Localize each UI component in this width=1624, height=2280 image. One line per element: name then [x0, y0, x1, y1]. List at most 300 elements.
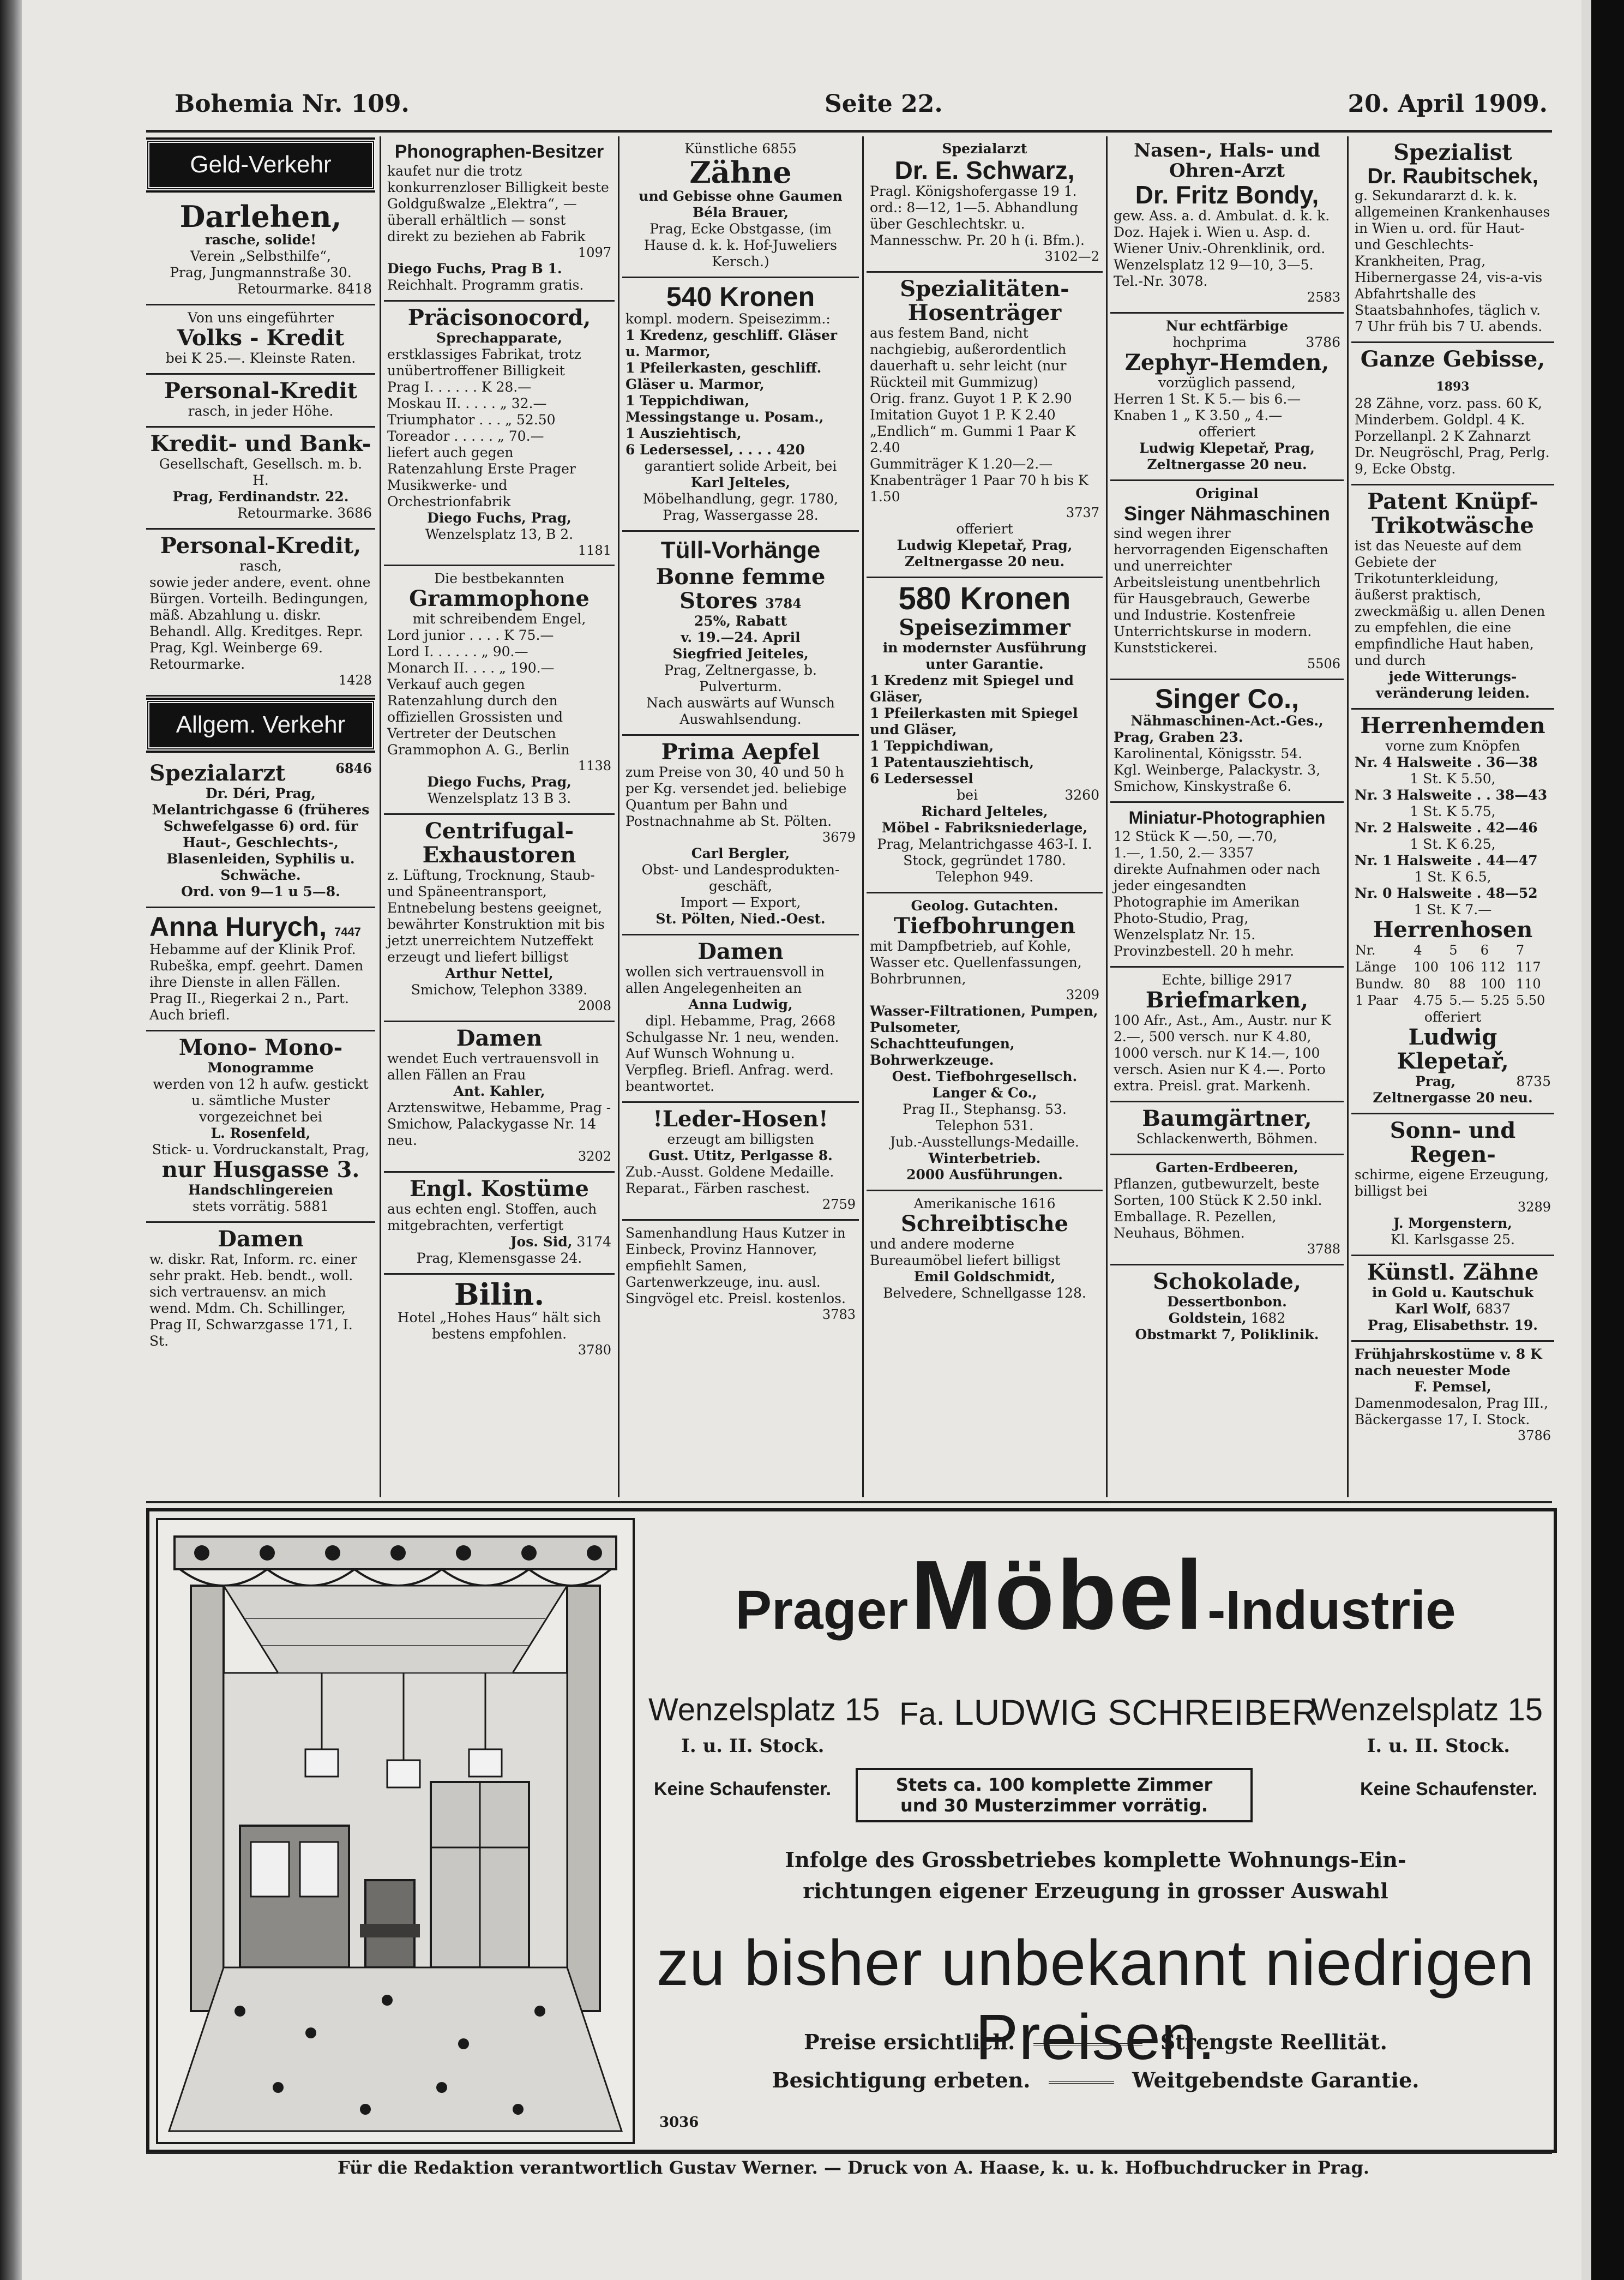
ad-title: Singer Co., [1155, 683, 1299, 714]
ad-580-kronen [867, 578, 1103, 893]
table-cell: 1 Paar [1355, 993, 1398, 1009]
ad-body: und Gebisse ohne Gaumen [639, 188, 843, 204]
address-right: Wenzelsplatz 15 [1311, 1692, 1543, 1727]
guarantee-text: Besichtigung erbeten. [772, 2068, 1031, 2092]
ad-title: Zähne [689, 155, 792, 190]
ad-body: schirme, eigene Erzeugung, billigst bei [1355, 1167, 1549, 1199]
price-row: Knaben 1 „ K 3.50 „ 4.— [1114, 407, 1283, 423]
divider-line [1033, 2043, 1142, 2045]
ad-number: 3209 [1066, 987, 1099, 1003]
ad-number: 1428 [338, 673, 372, 688]
ad-name: Oest. Tiefbohrgesellsch. Langer & Co., [892, 1068, 1078, 1101]
ad-singer-naehmaschinen [1110, 481, 1344, 680]
ad-line: Spezialarzt [942, 141, 1027, 157]
table-cell: 110 [1515, 976, 1541, 992]
ad-line: 25%, Rabatt [694, 613, 787, 629]
stock-box [856, 1768, 1253, 1822]
ad-title: Briefmarken, [1145, 987, 1309, 1013]
ad-number: 7447 [334, 925, 361, 939]
ad-ganze-gebisse [1351, 343, 1554, 485]
ad-body: z. Lüftung, Trocknung, Staub- und Späneentransport, Entnebelung bestens geeignet, bewährter Konstruktion mit bis jetzt unerreichtem Nutzeffekt erzeugt und liefert billigst [387, 867, 605, 965]
guarantee-text: Weitgebendste Garantie. [1132, 2068, 1420, 2092]
ad-subtitle: Bonne femme [655, 563, 826, 590]
column-rule [618, 136, 619, 1497]
header-rule [146, 130, 1552, 133]
ad-name: Richard Jelteles, [921, 803, 1048, 819]
ad-line: Die bestbekannten [434, 571, 564, 587]
ad-body: 100 Afr., Ast., Am., Austr. nur K 2.—, 500 versch. nur K 4.80, 1000 versch. nur K 14.—, 100 versch. Asien nur K 4.—. Porto extra. Preisl. grat. Markenh. [1114, 1012, 1331, 1094]
ad-body: g. Sekundararzt d. k. k. allgemeinen Krankenhauses in Wien u. ord. für Haut- und Geschlechts-Krankheiten, Prag, Hibernergasse 24, vis-a-vis Abfahrtshalle des Staatsbahnhofes, täglich v. 7 Uhr früh bis 7 U. abends. [1355, 188, 1550, 334]
price-row: Imitation Guyot 1 P. K 2.40 [870, 407, 1056, 423]
ad-name: Ludwig Klepetař, Prag, [897, 537, 1073, 553]
divider-line [1049, 2081, 1114, 2084]
ad-body: werden von 12 h aufw. gestickt u. sämtliche Muster vorgezeichnet bei [153, 1076, 369, 1125]
table-cell: 5 [1449, 943, 1458, 958]
ad-subtitle: Speisezimmer [899, 614, 1070, 640]
ad-body: wendet Euch vertrauensvoll in allen Fällen an Frau [387, 1050, 599, 1083]
price-row: 12 Stück K —.50, —.70, [1114, 828, 1278, 844]
ad-subtitle: Sprechapparate, [436, 329, 562, 346]
ad-title: Centrifugal-Exhaustoren [422, 818, 576, 868]
ad-title: Damen [218, 1226, 304, 1252]
ad-name: Anna Ludwig, [688, 996, 793, 1012]
price-row: 1 St. K 7.— [1414, 902, 1492, 917]
ad-body: Möbel - Fabriksniederlage, [881, 819, 1088, 836]
ad-title: Garten-Erdbeeren, [1156, 1159, 1298, 1175]
table-cell: 88 [1449, 976, 1466, 992]
ad-zephyr-hemden [1110, 314, 1344, 481]
ad-darlehen [146, 197, 375, 306]
ad-name: Arthur Nettel, [445, 965, 554, 982]
table-cell: 4.75 [1414, 993, 1443, 1009]
ad-subtitle: mit schreibendem Engel, [412, 611, 586, 627]
ad-number: 5506 [1307, 656, 1340, 672]
ad-body: dipl. Hebamme, Prag, [645, 1012, 797, 1029]
ad-number: 3174 [576, 1233, 611, 1250]
ad-title: Ohren-Arzt [1169, 160, 1285, 182]
firm-prefix: Fa. [899, 1696, 945, 1732]
ad-number: 2008 [578, 998, 611, 1014]
ad-address: Kl. Karlsgasse 25. [1391, 1231, 1515, 1247]
furniture-room-illustration [156, 1518, 635, 2144]
ad-line: offeriert [956, 520, 1013, 537]
price-row: 1 St. K 6.5, [1414, 869, 1491, 885]
ad-title: Ganze Gebisse, [1360, 346, 1545, 372]
ad-title: Zephyr-Hemden, [1124, 349, 1330, 375]
ad-number: 8418 [337, 281, 372, 297]
scan-left-shadow [0, 0, 22, 2280]
guarantee-text: Preise ersichtlich. [804, 2030, 1015, 2054]
ad-address: Zeltnergasse 20 neu. [1373, 1090, 1533, 1106]
price-row: Prag I. . . . . . K 28.— [387, 379, 532, 395]
ad-phonographen [384, 136, 615, 302]
ad-body: Wasser-Filtrationen, Pumpen, Pulsometer, Schachtteufungen, Bohrwerkzeuge. [870, 1003, 1098, 1068]
header-date: 20. April 1909. [1348, 90, 1548, 118]
ad-engl-kostueme [384, 1173, 615, 1275]
ad-body: wollen sich vertrauensvoll in allen Angelegenheiten an [625, 963, 825, 996]
ad-line: offeriert [1424, 1009, 1482, 1025]
ad-hosentraeger [867, 273, 1103, 578]
price-row: Nr. 3 Halsweite . . 38—43 [1355, 787, 1548, 803]
ad-body: gew. Ass. a. d. Ambulat. d. k. k. Doz. Hajek i. Wien u. Asp. d. Wiener Univ.-Ohrenklinik, ord. Wenzelsplatz 12 9—10, 3—5. Tel.-Nr. 3078. [1114, 208, 1330, 290]
headline-prager: Prager [735, 1580, 909, 1641]
price-row: Knabenträger 1 Paar 70 h bis K 1.50 [870, 472, 1088, 505]
ad-subtitle: rasch, [239, 558, 282, 574]
ad-title: Nasen-, Hals- und [1134, 140, 1320, 161]
ad-body: aus echten engl. Stoffen, auch mitgebrachten, verfertigt [387, 1201, 597, 1233]
ad-body: Dr. Déri, Prag, Melantrichgasse 6 (früheres Schwefelgasse 6) ord. für Haut-, Geschlechts-, Blasenleiden, Syphilis u. Schwäche. [152, 785, 370, 884]
ad-body: 28 Zähne, vorz. pass. 60 K, Minderbem. Goldpl. 4 K. Porzellanpl. 2 K Zahnarzt Dr. Neugröschl, Prag, Perlg. 9, Ecke Obstg. [1355, 395, 1550, 477]
table-cell: Länge [1355, 959, 1397, 975]
ad-name: F. Pemsel, [1414, 1378, 1491, 1395]
ad-body: Frühjahrskostüme v. 8 K nach neuester Mode [1355, 1346, 1542, 1378]
column-3 [622, 136, 859, 1497]
ad-spezialarzt-deri [146, 757, 375, 908]
list-item: 1 Teppichdiwan, Messingstange u. Posam., [625, 393, 824, 425]
ad-line: jede Witterungs-veränderung leiden. [1375, 669, 1530, 701]
ad-body: Dessertbonbon. [1167, 1293, 1287, 1310]
price-row: Herren 1 St. K 5.— bis 6.— [1114, 391, 1301, 407]
ad-subtitle: Monogramme [207, 1059, 314, 1076]
ad-title: 540 Kronen [666, 281, 815, 312]
footer-rule [146, 2152, 1552, 2154]
ad-body: sowie jeder andere, event. ohne Bürgen. Vorteilh. Bedingungen, mäß. Abzahlung u. diskr. Behandl. Allg. Kreditges. Repr. Prag, Kgl. Weinberge 69. Retourmarke. [149, 574, 371, 673]
ad-body: Nähmaschinen-Act.-Ges., [1130, 713, 1324, 729]
ad-number: 3260 [1064, 787, 1099, 803]
ad-title: Herrenhemden [1360, 713, 1545, 739]
table-cell: 7 [1515, 943, 1525, 958]
ad-subtitle: Herrenhosen [1373, 917, 1533, 943]
ad-number: 1181 [578, 542, 611, 558]
ad-number: 2668 [801, 1012, 836, 1029]
ad-line: rasch, in jeder Höhe. [188, 403, 334, 419]
ad-address: Prag, Zeltnergasse, b. Pulverturm. [664, 662, 817, 694]
ad-number: 1616 [1020, 1195, 1056, 1211]
ad-title: Patent Knüpf-Trikotwäsche [1367, 489, 1538, 538]
ad-name: Ant. Kahler, [453, 1083, 545, 1099]
ad-kuenstl-zaehne [1351, 1256, 1554, 1342]
headline-moebel: Möbel [910, 1540, 1205, 1650]
ad-line: Von uns eingeführter [188, 310, 334, 326]
ad-headline [643, 1539, 1548, 1652]
ad-title: Phonographen-Besitzer [394, 141, 604, 162]
ad-leder-hosen [622, 1103, 859, 1221]
column-rule [1106, 136, 1108, 1497]
table-cell: 4 [1414, 943, 1422, 958]
ad-line: Karolinental, Königsstr. 54. [1114, 746, 1303, 762]
ad-number: 6855 [762, 141, 797, 157]
price-row: Moskau II. . . . . „ 32.— [387, 395, 547, 411]
ad-patent-trikotwaesche [1351, 485, 1554, 710]
ad-line: Prag, Graben 23. [1114, 729, 1243, 746]
ad-line: Echte, billige [1162, 971, 1254, 988]
ad-number: 3289 [1517, 1199, 1551, 1215]
ad-line: stets vorrätig. [192, 1198, 290, 1214]
ad-name: Emil Goldschmidt, [913, 1268, 1056, 1285]
ad-guarantee-row-2 [643, 2068, 1548, 2092]
ad-number: 3786 [1517, 1427, 1551, 1443]
price-row: Nr. 1 Halsweite . 44—47 [1355, 853, 1538, 868]
table-cell: 106 [1449, 959, 1475, 975]
ad-line: Ord. von 9—1 u 5—8. [181, 884, 340, 900]
ad-title: Spezialitäten- [900, 276, 1069, 302]
ad-address: Zeltnergasse 20 neu. [904, 553, 1065, 569]
ad-body: aus festem Band, nicht nachgiebig, außerordentlich dauerhaft u. sehr leicht (nur Rückteil mit Gummizug) [870, 325, 1067, 391]
ad-line: bei [957, 787, 978, 803]
ad-line: Retourmarke. [237, 505, 333, 521]
ad-number: 3780 [578, 1342, 611, 1358]
price-row: Nr. 0 Halsweite . 48—52 [1355, 885, 1538, 901]
ad-price-slogan: zu bisher unbekannt niedrigen Preisen. [656, 1927, 1535, 2073]
ad-number: 1682 [1250, 1310, 1286, 1326]
ad-title: Tüll-Vorhänge [660, 537, 821, 564]
column-5 [1110, 136, 1344, 1497]
ad-address: Prag, Elisabethstr. 19. [1368, 1317, 1538, 1333]
info-line: richtungen eigener Erzeugung in grosser Auswahl [803, 1879, 1388, 1903]
ad-body: Zub.-Ausst. Goldene Medaille. Reparat., Färben raschest. [625, 1163, 834, 1196]
ad-title: Schokolade, [1153, 1268, 1301, 1294]
ad-line: bei K 25.—. Kleinste Raten. [165, 350, 356, 367]
price-row: Monarch II. . . . „ 190.— [387, 660, 555, 676]
ad-title: Spezialarzt [149, 760, 286, 787]
ad-baumgaertner [1110, 1102, 1344, 1155]
price-row: 1 St. K 5.50, [1410, 771, 1496, 787]
ad-body: Pflanzen, gutbewurzelt, beste Sorten, 100 Stück K 2.50 inkl. Emballage. R. Pezellen, Neuhaus, Böhmen. [1114, 1175, 1322, 1241]
size-table [1355, 942, 1551, 1009]
ad-number: 3788 [1307, 1241, 1340, 1257]
ad-title: Dr. E. Schwarz, [894, 156, 1075, 184]
ad-address: Möbelhandlung, gegr. 1780, Prag, Wassergasse 28. [642, 491, 839, 524]
ad-schokolade [1110, 1265, 1344, 1349]
ad-number: 3784 [765, 595, 802, 611]
price-row: 1 St. K 5.75, [1410, 803, 1496, 819]
ad-name: Diego Fuchs, Prag, [427, 509, 572, 526]
list-item: 1 Patentausziehtisch, [870, 754, 1034, 770]
ad-line: Prag, Jungmannstraße 30. [170, 265, 352, 281]
ad-damen-kahler [384, 1022, 615, 1173]
ad-dr-raubitschek [1351, 136, 1554, 343]
ad-name: Diego Fuchs, Prag, [427, 774, 572, 790]
ad-monogramme [146, 1031, 375, 1223]
ad-number: 2917 [1258, 971, 1292, 988]
ad-address: Prag II., Stephansg. 53. Telephon 531. [903, 1101, 1067, 1133]
ad-title: Damen [697, 938, 784, 964]
ad-name: Karl Jelteles, [690, 475, 791, 491]
table-cell: 6 [1480, 943, 1489, 958]
ad-line: Künstliche [684, 141, 758, 157]
ad-garten-erdbeeren [1110, 1155, 1344, 1265]
ad-title: Engl. Kostüme [409, 1175, 589, 1202]
ad-title: Singer Nähmaschinen [1123, 502, 1331, 525]
column-2 [384, 136, 615, 1497]
ad-title: Personal-Kredit [164, 378, 358, 404]
ad-line: Kgl. Weinberge, Palackystr. 3, [1114, 762, 1321, 778]
list-item: 1 Kredenz, geschliff. Gläser u. Marmor, [625, 327, 838, 360]
ad-address: Belvedere, Schnellgasse 128. [883, 1285, 1086, 1301]
ad-title: Tiefbohrungen [893, 913, 1076, 939]
ad-number: 3786 [1306, 334, 1340, 350]
ad-title: Kredit- und Bank- [150, 431, 371, 457]
price-row: Triumphator . . . „ 52.50 [387, 411, 556, 428]
ad-line: Gesellschaft, Gesellsch. m. b. H. [159, 456, 363, 489]
ad-fruehjahrskostueme [1351, 1342, 1554, 1450]
ad-title: Baumgärtner, [1142, 1105, 1312, 1131]
ad-divider-rule [146, 1501, 1552, 1503]
ad-body: kaufet nur die trotz konkurrenzloser Billigkeit beste Goldgußwalze „Elektra“, — überall erhältlich — sonst direkt zu beziehen ab Fabrik [387, 163, 609, 244]
ad-body: ist das Neueste auf dem Gebiete der Trikotunterkleidung, äußerst praktisch, zweckmäßig u. allen Denen zu empfehlen, die eine empfindliche Haut haben, und durch [1355, 538, 1545, 668]
keine-right: Keine Schaufenster. [1360, 1779, 1537, 1799]
address-left: Wenzelsplatz 15 [648, 1692, 880, 1727]
ad-body: Samenhandlung Haus Kutzer in Einbeck, Provinz Hannover, empfiehlt Samen, Gartenwerkzeuge, inu. ausl. Singvögel etc. Preisl. kostenlos. [625, 1225, 846, 1306]
ad-info [643, 1844, 1548, 1906]
headline-industrie: -Industrie [1207, 1580, 1456, 1641]
ad-line: Verein „Selbsthilfe“, [190, 248, 331, 265]
ad-dr-schwarz [867, 136, 1103, 273]
ad-line: Prag, Ferdinandstr. 22. [172, 489, 349, 505]
keine-left: Keine Schaufenster. [654, 1779, 832, 1799]
ad-address: Obstmarkt 7, Poliklinik. [1135, 1326, 1319, 1342]
ad-address: Wenzelsplatz 13, B 2. [425, 526, 574, 542]
ad-line: Smichow, Kinskystraße 6. [1114, 778, 1292, 795]
ad-schreibtische [867, 1191, 1103, 1308]
ad-name: Gust. Utitz, Perlgasse 8. [648, 1147, 833, 1163]
header-issue: Bohemia Nr. 109. [175, 90, 410, 118]
ad-number: 5881 [294, 1198, 329, 1214]
table-cell: 5.50 [1515, 993, 1545, 1009]
ad-guarantee-row-1 [643, 2030, 1548, 2054]
ad-body: Arztenswitwe, Hebamme, Prag - Smichow, Palackygasse Nr. 14 neu. [387, 1099, 611, 1148]
ad-centrifugal [384, 815, 615, 1022]
guarantee-text: Strengste Reellität. [1160, 2030, 1387, 2054]
ad-personal-kredit [146, 375, 375, 428]
ad-title: !Leder-Hosen! [653, 1106, 828, 1132]
ad-name: Ludwig Klepetař, Prag, [1139, 440, 1315, 456]
ad-body: hochprima [1172, 334, 1247, 350]
ad-name: J. Morgenstern, [1393, 1215, 1512, 1231]
table-cell: 100 [1480, 976, 1506, 992]
ad-zaehne-brauer [622, 136, 859, 278]
ad-number: 3686 [337, 505, 372, 521]
ad-name: Béla Brauer, [692, 204, 789, 220]
header-page-number: Seite 22. [825, 90, 943, 118]
ad-line: Diego Fuchs, Prag B 1. [387, 260, 562, 277]
firm-name: LUDWIG SCHREIBER [953, 1692, 1318, 1732]
ad-sonn-regenschirme [1351, 1114, 1554, 1256]
ad-number: 3737 [1066, 505, 1099, 521]
ad-samenhandlung [622, 1221, 859, 1329]
ad-dr-bondy [1110, 136, 1344, 314]
list-item: 1 Pfeilerkasten mit Spiegel und Gläser, [870, 705, 1078, 737]
column-4 [867, 136, 1103, 1497]
ad-tuell-vorhaenge [622, 532, 859, 736]
list-item: 6 Ledersessel [870, 770, 973, 787]
ad-number: 6837 [1476, 1300, 1511, 1317]
ad-kredit-bank [146, 428, 375, 530]
stock-box-line: und 30 Musterzimmer vorrätig. [900, 1795, 1208, 1816]
ad-number: 1893 [1436, 380, 1470, 394]
table-cell: 117 [1515, 959, 1541, 975]
section-banner-geld: Geld-Verkehr [146, 140, 375, 190]
ad-prager-moebel-industrie [146, 1508, 1557, 2153]
ad-body: liefert auch gegen Ratenzahlung Erste Prager Musikwerke- und Orchestrionfabrik [387, 444, 576, 509]
imprint-footer: Für die Redaktion verantwortlich Gustav Werner. — Druck von A. Haase, k. u. k. Hofbuchdrucker in Prag. [338, 2157, 1369, 2178]
price-row: Orig. franz. Guyot 1 P. K 2.90 [870, 391, 1072, 407]
ad-number: 1097 [578, 244, 611, 260]
ad-title: Mono- Mono- [178, 1034, 343, 1060]
ad-line: Handschlingereien [188, 1181, 334, 1198]
ad-grammophone [384, 566, 615, 815]
ad-body: Pragl. Königshofergasse 19 1. ord.: 8—12, 1—5. Abhandlung über Geschlechtskr. u. Mannesschw. Pr. 20 h (i. Bfm.). [870, 183, 1085, 249]
column-rule [1347, 136, 1349, 1497]
info-line: Infolge des Grossbetriebes komplette Wohnungs-Ein- [785, 1847, 1406, 1872]
table-cell: 100 [1414, 959, 1439, 975]
table-cell: 112 [1480, 959, 1506, 975]
price-row: Gummiträger K 1.20—2.— [870, 456, 1053, 472]
ad-line: Amerikanische [913, 1195, 1016, 1211]
list-item: 1 Ausziehtisch, [625, 425, 742, 442]
ad-body: vorzüglich passend, [1158, 374, 1296, 391]
ad-body: w. diskr. Rat, Inform. rc. einer sehr prakt. Heb. bendt., woll. sich vertrauensv. an mich wend. Mdm. Ch. Schillinger, Prag II, Schwarzgasse 171, I. St. [149, 1251, 357, 1349]
ad-body: zum Preise von 30, 40 und 50 h per Kg. versendet jed. beliebige Quantum per Bahn und Postnachnahme ab St. Pölten. [625, 764, 847, 829]
ad-damen-schillinger [146, 1223, 375, 1356]
list-item: 1 Kredenz mit Spiegel und Gläser, [870, 672, 1074, 705]
ad-body: Obst- und Landesprodukten-geschäft, [641, 861, 840, 894]
ad-line: Retourmarke. [237, 281, 333, 297]
ad-body: Hotel „Hohes Haus“ hält sich bestens empfohlen. [397, 1310, 602, 1342]
ad-subtitle: Stores [679, 587, 758, 614]
ad-number: 3679 [822, 829, 856, 845]
table-cell: Bundw. [1355, 976, 1404, 992]
ad-title: Prima Aepfel [661, 739, 820, 765]
ad-line: offeriert [1198, 423, 1256, 440]
scan-right-edge [1591, 0, 1624, 2280]
ad-line: Prag, [1415, 1073, 1456, 1090]
ad-body: erzeugt am billigsten [667, 1131, 814, 1147]
ad-subtitle: rasche, solide! [204, 232, 317, 248]
ad-herrenhemden [1351, 710, 1554, 1114]
ad-title: Dr. Fritz Bondy, [1135, 180, 1319, 209]
ad-body: in Gold u. Kautschuk [1372, 1284, 1534, 1300]
ad-number: 2583 [1307, 290, 1340, 305]
table-cell: 5.— [1449, 993, 1475, 1009]
ad-number: 2759 [822, 1196, 856, 1212]
price-row: „Endlich“ m. Gummi 1 Paar K 2.40 [870, 423, 1076, 456]
ad-name: Carl Bergler, [691, 845, 790, 861]
ad-title: Sonn- und Regen- [1390, 1118, 1516, 1168]
ad-line: Import — Export, [680, 894, 801, 910]
ad-body: direkte Aufnahmen oder nach jeder eingesandten Photographie im Amerikan Photo-Studio, Prag, Wenzelsplatz Nr. 15. [1114, 861, 1320, 943]
ad-line: Winterbetrieb. [928, 1150, 1041, 1166]
ad-name: Goldstein, [1168, 1310, 1247, 1326]
ad-body: erstklassiges Fabrikat, trotz unübertroffener Billigkeit [387, 346, 581, 379]
room-interior-image [158, 1520, 633, 2142]
ad-body: Damenmodesalon, Prag III., Bäckergasse 17, I. Stock. [1355, 1395, 1549, 1427]
ad-title: Miniatur-Photographien [1128, 808, 1326, 828]
ad-body: mit Dampfbetrieb, auf Kohle, Wasser etc. Quellenfassungen, Bohrbrunnen, [870, 938, 1082, 987]
ad-briefmarken [1110, 968, 1344, 1102]
ad-number: 3202 [578, 1148, 611, 1164]
price-row: 1 St. K 6.25, [1410, 836, 1496, 852]
ad-address: Prag, Melantrichgasse 463-I. I. Stock, gegründet 1780. Telephon 949. [877, 836, 1092, 885]
page-header [154, 82, 1553, 125]
column-rule [380, 136, 381, 1497]
ad-tiefbohrungen [867, 893, 1103, 1191]
ad-title: Bilin. [454, 1276, 545, 1312]
ad-name: Jos. Sid, [510, 1233, 573, 1250]
ad-prima-aepfel [622, 736, 859, 935]
price-row: 1.—, 1.50, 2.— 3357 [1114, 844, 1254, 861]
price-row: Lord junior . . . . K 75.— [387, 627, 554, 644]
